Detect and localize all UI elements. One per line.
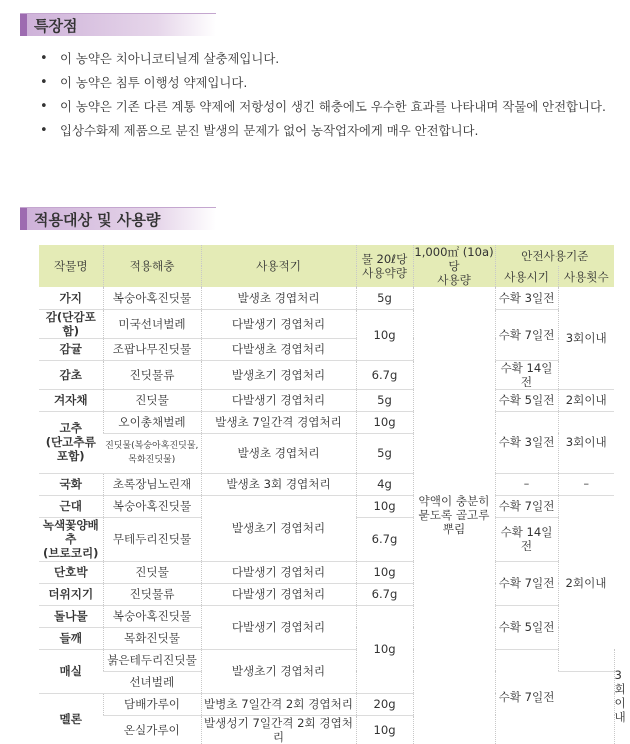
crop-cell: 국화 xyxy=(39,473,103,495)
pest-line: 진딧물(복숭아혹진딧물, xyxy=(105,441,199,451)
pest-line: 목화진딧물) xyxy=(128,455,176,465)
crop-cell: 가지 xyxy=(39,287,103,309)
table-row xyxy=(39,309,614,338)
pest-cell: 조팝나무진딧물 xyxy=(103,338,201,360)
timing-cell: 다발생기 경엽처리 xyxy=(201,583,356,605)
crop-cell: 감초 xyxy=(39,360,103,389)
usage-section-header xyxy=(20,207,216,230)
timing-cell: 발생초 3회 경엽처리 xyxy=(201,473,356,495)
header-area xyxy=(413,245,495,287)
header-area-line2: 사용량 xyxy=(437,273,471,287)
table-row xyxy=(39,473,614,495)
crop-cell: 단호박 xyxy=(39,561,103,583)
pest-cell: 초록장님노린재 xyxy=(103,473,201,495)
safety-time-cell: 수확 7일전 xyxy=(495,649,558,744)
safety-time-cell: 수확 5일전 xyxy=(495,605,558,649)
timing-cell: 발생초 7일간격 경엽처리 xyxy=(201,411,356,433)
timing-cell: 다발생기 경엽처리 xyxy=(201,605,356,649)
pest-cell: 진딧물류 xyxy=(103,360,201,389)
timing-cell: 발생초 경엽처리 xyxy=(201,287,356,309)
timing-cell: 다발생기 경엽처리 xyxy=(201,389,356,411)
timing-cell: 발생초 경엽처리 xyxy=(201,433,356,473)
timing-cell: 발병초 7일간격 2회 경엽처리 xyxy=(201,693,356,715)
pest-cell xyxy=(103,433,201,473)
area-usage-cell xyxy=(413,287,495,744)
header-safety: 안전사용기준 xyxy=(495,245,614,266)
crop-cell xyxy=(39,411,103,473)
features-list xyxy=(40,48,620,144)
crop-line: (단고추류 xyxy=(45,435,96,449)
timing-cell: 다발생초 경엽처리 xyxy=(201,338,356,360)
header-safety-count: 사용횟수 xyxy=(558,266,614,287)
crop-cell: 감(단감포함) xyxy=(39,309,103,338)
usage-title: 적용대상 및 사용량 xyxy=(34,211,161,229)
area-usage-line2: 묻도록 골고루 xyxy=(418,508,490,523)
usage-table xyxy=(39,245,626,744)
table-row xyxy=(39,360,614,389)
dose-cell: 10g xyxy=(356,715,413,744)
safety-count-cell: 3회이내 xyxy=(558,411,614,473)
header-timing: 사용적기 xyxy=(201,245,356,287)
safety-time-cell: 수확 5일전 xyxy=(495,389,558,411)
pest-cell: 무테두리진딧물 xyxy=(103,517,201,561)
crop-cell: 들깨 xyxy=(39,627,103,649)
timing-cell: 발생성기 7일간격 2회 경엽처리 xyxy=(201,715,356,744)
pest-cell: 복숭아혹진딧물 xyxy=(103,287,201,309)
feature-item: • 입상수화제 제품으로 분진 발생의 문제가 없어 농작업자에게 매우 안전합니다. xyxy=(40,120,620,141)
table-row xyxy=(39,605,614,627)
crop-cell: 매실 xyxy=(39,649,103,693)
safety-time-cell: 수확 3일전 xyxy=(495,287,558,309)
dose-cell: 6.7g xyxy=(356,517,413,561)
table-row xyxy=(39,389,614,411)
timing-cell: 발생초기 경엽처리 xyxy=(201,360,356,389)
safety-count-cell: 3회이내 xyxy=(558,287,614,389)
crop-cell: 멜론 xyxy=(59,711,82,726)
feature-item: • 이 농약은 기존 다른 계통 약제에 저항성이 생긴 해충에도 우수한 효과를 나타내며 작물에 안전합니다. xyxy=(40,96,620,117)
table-row xyxy=(39,561,614,583)
safety-time-cell: 수확 14일전 xyxy=(495,360,558,389)
area-usage-line1: 약액이 충분히 xyxy=(418,494,490,509)
pest-cell: 오이총채벌레 xyxy=(103,411,201,433)
pest-cell: 진딧물 xyxy=(103,561,201,583)
pest-cell: 진딧물 xyxy=(103,389,201,411)
feature-item: • 이 농약은 치아니코티닐계 살충제입니다. xyxy=(40,48,620,69)
dose-cell: 5g xyxy=(356,389,413,411)
timing-cell: 다발생기 경엽처리 xyxy=(201,309,356,338)
table-row xyxy=(39,495,614,517)
dose-cell: 4g xyxy=(356,473,413,495)
dose-cell: 5g xyxy=(356,287,413,309)
header-dose-line2: 사용약량 xyxy=(362,266,407,280)
safety-count-cell: 2회이내 xyxy=(558,389,614,411)
pest-cell: 온실가루이 xyxy=(123,722,180,737)
header-dose xyxy=(356,245,413,287)
safety-time-cell: 수확 14일전 xyxy=(495,517,558,561)
dose-cell: 6.7g xyxy=(356,583,413,605)
safety-time-cell: 수확 7일전 xyxy=(495,495,558,517)
dose-cell: 5g xyxy=(356,433,413,473)
safety-time-cell: 수확 3일전 xyxy=(495,411,558,473)
crop-cell: 더위지기 xyxy=(39,583,103,605)
dose-cell: 10g xyxy=(356,495,413,517)
pest-cell: 미국선녀벌레 xyxy=(103,309,201,338)
pest-cell: 선녀벌레 xyxy=(103,671,201,693)
crop-line: (브로코리) xyxy=(43,546,99,560)
pest-cell: 붉은테두리진딧물 xyxy=(103,649,201,671)
timing-cell: 발생초기 경엽처리 xyxy=(201,649,356,693)
safety-count-cell: – xyxy=(558,473,614,495)
dose-cell: 10g xyxy=(356,309,413,360)
crop-cell: 근대 xyxy=(39,495,103,517)
safety-time-cell: – xyxy=(495,473,558,495)
crop-cell: 감귤 xyxy=(39,338,103,360)
pest-cell: 진딧물류 xyxy=(103,583,201,605)
timing-cell: 다발생기 경엽처리 xyxy=(201,561,356,583)
crop-cell: 돌나물 xyxy=(39,605,103,627)
dose-cell: 6.7g xyxy=(356,360,413,389)
header-dose-line1: 물 20ℓ당 xyxy=(361,252,408,266)
area-usage-line3: 뿌림 xyxy=(442,522,466,537)
features-title: 특장점 xyxy=(34,17,78,35)
header-safety-time: 사용시기 xyxy=(495,266,558,287)
table-row: 매실 붉은테두리진딧물 발생초기 경엽처리 수확 7일전 3회이내 xyxy=(39,649,614,671)
safety-time-cell: 수확 7일전 xyxy=(495,561,558,605)
safety-count-cell: 2회이내 xyxy=(558,495,614,671)
crop-line: 고추 xyxy=(59,421,82,435)
dose-cell: 20g xyxy=(356,693,413,715)
feature-item: • 이 농약은 침투 이행성 약제입니다. xyxy=(40,72,620,93)
pest-cell: 복숭아혹진딧물 xyxy=(103,495,201,517)
dose-cell: 10g xyxy=(356,561,413,583)
features-section-header xyxy=(20,13,216,36)
timing-cell: 발생초기 경엽처리 xyxy=(201,495,356,561)
crop-line: 포함) xyxy=(56,449,85,463)
header-pest: 적용해충 xyxy=(103,245,201,287)
crop-cell xyxy=(39,517,103,561)
safety-time-cell: 수확 7일전 xyxy=(495,309,558,360)
table-row xyxy=(39,411,614,433)
dose-cell: 10g xyxy=(356,605,413,693)
header-crop: 작물명 xyxy=(39,245,103,287)
pest-cell: 담배가루이 xyxy=(103,693,201,715)
header-area-line1: 1,000㎡ (10a)당 xyxy=(414,245,494,273)
crop-line: 녹색꽃양배추 xyxy=(42,518,99,546)
table-row xyxy=(39,287,614,309)
pest-cell: 복숭아혹진딧물 xyxy=(103,605,201,627)
crop-cell: 겨자채 xyxy=(39,389,103,411)
dose-cell: 10g xyxy=(356,411,413,433)
pest-cell: 목화진딧물 xyxy=(103,627,201,649)
